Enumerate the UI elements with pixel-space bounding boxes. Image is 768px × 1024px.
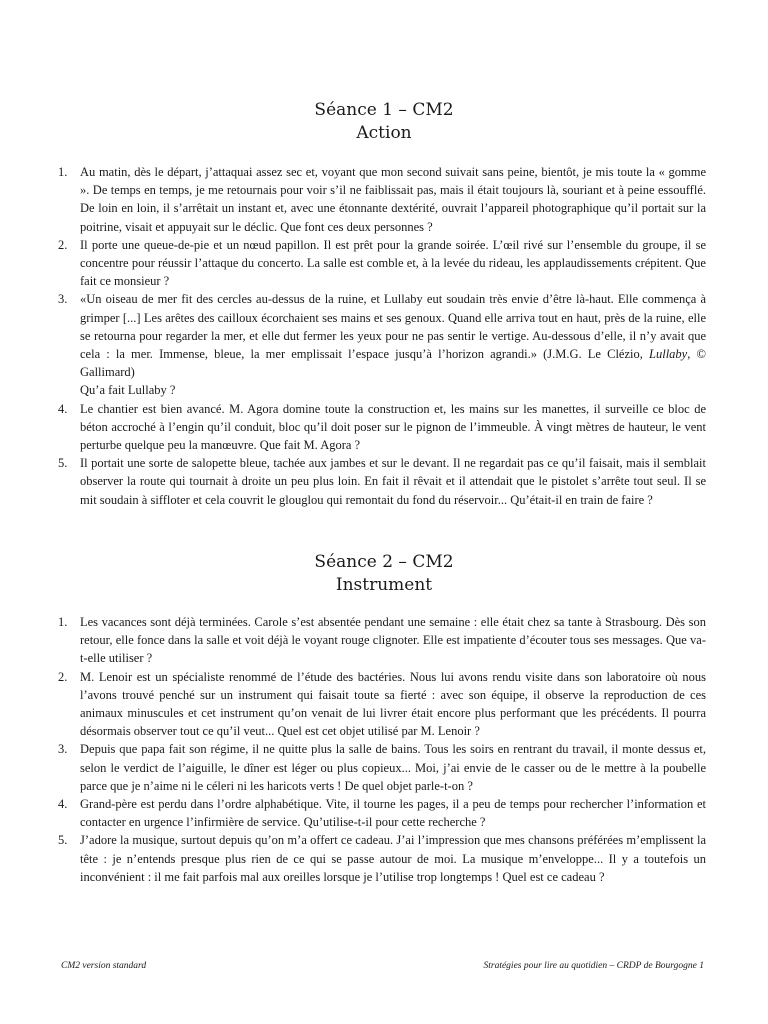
list-item xyxy=(58,163,706,236)
footer-right-text: Stratégies pour lire au quotidien – CRDP de Bourgogne 1 xyxy=(483,961,704,971)
list-item xyxy=(58,400,706,455)
item-citation: , © Gallimard) xyxy=(80,347,706,380)
list-item xyxy=(58,454,706,509)
book-title: Lullaby xyxy=(649,347,688,362)
item-number: 1. xyxy=(58,165,68,179)
item-text: Au matin, dès le départ, j’attaquai assez sec et, voyant que mon second suivait sans peine, bientôt, je mis toute la « gomme ». De temps en temps, je me retournais pour voir s’il ne faiblissait pas, mais il était toujours là, souriant et à peine essoufflé. De loin en loin, il s’arrêtait un instant et, avec une étonnante dextérité, ouvrait l’appareil photographique qu’il portait sur la poitrine, visait et appuyait sur le déclic. Que font ces deux personnes ? xyxy=(80,165,706,234)
list-item xyxy=(58,831,706,886)
item-text: J’adore la musique, surtout depuis qu’on m’a offert ce cadeau. J’ai l’impression que mes chansons préférées m’emplissent la tête : je n’entends presque plus rien de ce qui se passe autour de moi. La musique m’enveloppe... Il y a toutefois un inconvénient : il me fait parfois mal aux oreilles lorsque je l’utilise trop longtemps ! Quel est ce cadeau ? xyxy=(80,833,706,884)
section-2-title: Séance 2 – CM2 xyxy=(314,552,454,572)
item-text: Depuis que papa fait son régime, il ne quitte plus la salle de bains. Tous les soirs en rentrant du travail, il monte dessus et, selon le verdict de l’aiguille, le dîner est léger ou plus copieux... Moi, j’ai envie de le casser ou de le mettre à la poubelle parce que je n’aime ni le céleri ni les haricots verts ! De quel objet parle-t-on ? xyxy=(80,742,706,793)
section-1-title: Séance 1 – CM2 xyxy=(314,100,454,120)
list-item xyxy=(58,795,706,831)
item-text: Il porte une queue-de-pie et un nœud papillon. Il est prêt pour la grande soirée. L’œil rivé sur l’ensemble du groupe, il se concentre pour réussir l’attaque du concerto. La salle est comble et, à la levée du rideau, les applaudissements crépitent. Que fait ce monsieur ? xyxy=(80,237,706,289)
item-number: 4. xyxy=(58,797,68,812)
item-text: M. Lenoir est un spécialiste renommé de l’étude des bactéries. Nous lui avons rendu visite dans son laboratoire où nous l’avons trouvé penché sur un instrument qui faisait toute sa fierté : avec son équipe, il observe la reproduction de ces animaux minuscules et cet instrument qu’on venait de lui livrer était encore plus performant que les précédents. Il pourra désormais observer tout ce qu’il veut... Quel est cet objet utilisé par M. Lenoir ? xyxy=(80,669,706,739)
list-item xyxy=(58,236,706,291)
list-item xyxy=(58,668,706,741)
item-text: Il portait une sorte de salopette bleue, tachée aux jambes et sur le devant. Il ne regardait pas ce qu’il faisait, mais il semblait observer la route qui tournait à droite un peu plus loin. En fait il rêvait et il attendait que le pistolet s’arrête tout seul. Il se mit soudain à siffloter et cela couvrit le glouglou qui remontait du fond du réservoir... Qu’était-il en train de faire ? xyxy=(80,456,706,507)
list-item xyxy=(58,740,706,795)
item-number: 2. xyxy=(58,237,68,252)
item-text: Le chantier est bien avancé. M. Agora domine toute la construction et, les mains sur les manettes, il surveille ce bloc de béton accroché à l’engin qu’il conduit, bloc qu’il doit poser sur le pignon de l’immeuble. À vingt mètres de hauteur, le vent perturbe quelque peu la manœuvre. Que fait M. Agora ? xyxy=(80,401,706,453)
item-number: 2. xyxy=(58,669,68,684)
section-1-list xyxy=(58,163,706,509)
section-1-heading xyxy=(0,99,768,145)
item-number: 5. xyxy=(58,833,68,848)
item-text: Grand-père est perdu dans l’ordre alphabétique. Vite, il tourne les pages, il a peu de temps pour rechercher l’information et contacter en urgence l’infirmière de service. Qu’utilise-t-il pour cette recherche ? xyxy=(80,797,706,830)
footer-left-text: CM2 version standard xyxy=(61,961,147,971)
list-item xyxy=(58,613,706,668)
item-number: 3. xyxy=(58,742,68,757)
item-number: 1. xyxy=(58,615,68,629)
list-item xyxy=(58,290,706,399)
section-2-subtitle: Instrument xyxy=(335,575,433,595)
item-number: 5. xyxy=(58,456,68,471)
item-text: Les vacances sont déjà terminées. Carole s’est absentée pendant une semaine : elle était chez sa tante à Strasbourg. Dès son retour, elle fonce dans la salle et voit déjà le voyant rouge clignoter. Elle est impatiente d’écouter tous ses messages. Que va-t-elle utiliser ? xyxy=(80,615,706,666)
item-number: 4. xyxy=(58,401,68,416)
section-2-list xyxy=(58,613,706,886)
section-2-heading xyxy=(0,551,768,597)
item-question: Qu’a fait Lullaby ? xyxy=(80,383,176,398)
item-number: 3. xyxy=(58,292,68,307)
section-1-subtitle: Action xyxy=(356,123,412,143)
item-text: «Un oiseau de mer fit des cercles au-dessus de la ruine, et Lullaby eut soudain très envie d’être là-haut. Elle commença à grimper [...] Les arêtes des cailloux écorchaient ses mains et ses genoux. Quand elle arriva tout en haut, près de la ruine, elle se retourna pour regarder la mer, et elle dut fermer les yeux pour ne pas sentir le vertige. Au-dessous d’elle, il n’y avait que cela : la mer. Immense, bleue, la mer emplissait l’espace jusqu’à l’horizon agrandi.» (J.M.G. Le Clézio, xyxy=(80,292,706,362)
